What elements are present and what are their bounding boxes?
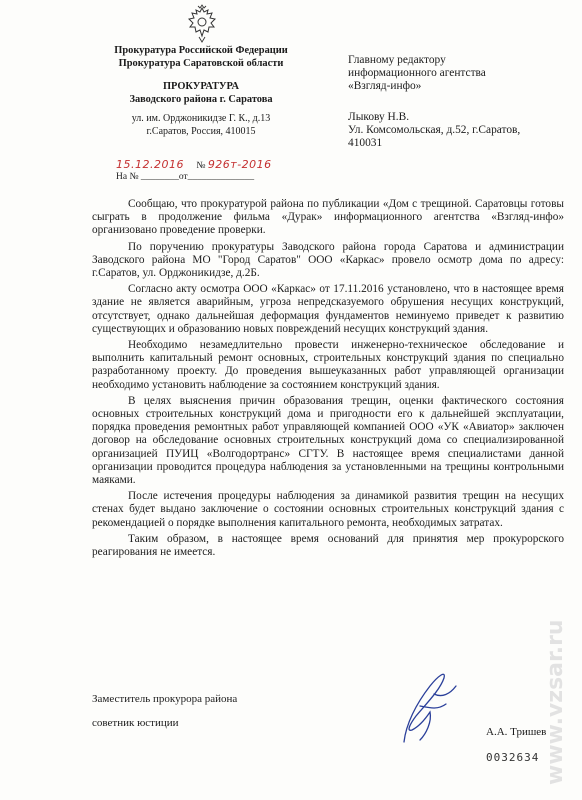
handwritten-reg-number: 926т-2016: [207, 158, 272, 171]
number-sign: №: [196, 161, 206, 171]
signer-name: А.А. Тришев: [486, 726, 547, 738]
paragraph-7: Таким образом, в настоящее время оснований для принятия мер прокурорского реагирования не имеется.: [92, 532, 564, 559]
paragraph-6: После истечения процедуры наблюдения за динамикой развития трещин на несущих стенах будет выдано заключение о состоянии основных строительных конструкций здания с рекомендацией о порядке выполнения капитального ремонта, необходимых затратах.: [92, 490, 564, 529]
recipient-address-2: 410031: [348, 137, 383, 149]
office-title: ПРОКУРАТУРА: [162, 81, 240, 92]
coat-of-arms-emblem: [184, 4, 220, 44]
registration-block: [116, 158, 296, 186]
svg-text:www.vzsar.ru: www.vzsar.ru: [543, 619, 568, 785]
recipient-name: Лыкову Н.В.: [348, 111, 410, 123]
paragraph-3: Согласно акту осмотра ООО «Каркас» от 17.11.2016 установлено, что в настоящее время здание не является аварийным, угроза непредсказуемого обрушения несущих конструкций, отсутствует, однако дальнейшая деформация фундаментов неминуемо приведет к развитию существующих и образованию новых повреждений несущих конструкций здания.: [92, 283, 564, 335]
address-line-1: ул. им. Орджоникидзе Г. К., д.13: [131, 113, 271, 124]
paragraph-1: Сообщаю, что прокуратурой района по публикации «Дом с трещиной. Саратовцы готовы сыграть в продолжение фильма «Дурак» информационного агентства «Взгляд-инфо» организовано проведение проверки.: [92, 198, 564, 237]
handwritten-signature: [386, 664, 466, 748]
handwritten-date: 15.12.2016: [116, 158, 184, 171]
recipient-address-1: Ул. Комсомольская, д.52, г.Саратов,: [348, 124, 521, 136]
recipient-line-1: Главному редактору: [348, 54, 446, 66]
recipient-line-3: «Взгляд-инфо»: [348, 80, 422, 92]
org-line-1: Прокуратура Российской Федерации: [114, 45, 288, 56]
sender-header: [98, 44, 304, 138]
recipient-line-2: информационного агентства: [348, 67, 486, 79]
reference-line: На № ________от______________: [116, 172, 255, 182]
serial-number: 0032634: [486, 751, 540, 764]
signer-position: Заместитель прокурора района: [92, 693, 238, 705]
address-line-2: г.Саратов, Россия, 410015: [146, 126, 256, 137]
signer-rank: советник юстиции: [92, 717, 179, 729]
site-watermark: [540, 520, 574, 790]
paragraph-5: В целях выяснения причин образования трещин, оценки фактического состояния основных строительных конструкций дома и пригодности его к дальнейшей эксплуатации, порядка проведения ремонтных работ управляющей компанией ООО «УК «Авиатор» заключен договор на обследование основных строительных конструкций дома со специализированной организацией ПУИЦ «Волгодортранс» СГТУ. В настоящее время специалистами данной организации проводится процедура наблюдения за установленными на трещины контрольными маяками.: [92, 394, 564, 487]
recipient-block: [348, 54, 568, 150]
paragraph-2: По поручению прокуратуры Заводского района города Саратова и администрации Заводского района МО "Город Саратов" ООО «Каркас» провело осмотр дома по адресу: г.Саратов, ул. Орджоникидзе, д.2Б.: [92, 240, 564, 280]
letter-body: [92, 198, 564, 562]
paragraph-4: Необходимо незамедлительно провести инженерно-техническое обследование и выполнить капитальный ремонт основных, строительных конструкций здания по специально разработанному проекту. До проведения вышеуказанных работ управляющей организации необходимо установить наблюдение за состоянием конструкций здания.: [92, 339, 564, 391]
org-line-2: Прокуратура Саратовской области: [118, 58, 284, 69]
office-subtitle: Заводского района г. Саратова: [129, 94, 273, 105]
